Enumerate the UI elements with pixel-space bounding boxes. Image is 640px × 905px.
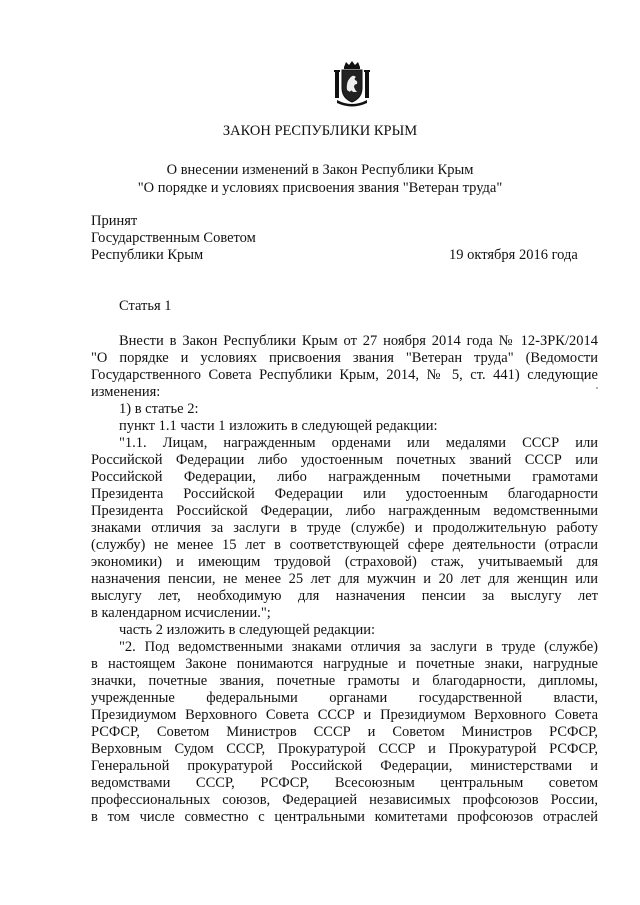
article-line-2: "О порядке и условиях присвоения звания "Ветеран труда" (Ведомости: [91, 350, 598, 366]
article-heading: Статья 1: [119, 298, 172, 314]
adoption-date: 19 октября 2016 года: [449, 247, 578, 263]
article-line-13: (службу) не менее 15 лет в соответствующей сфере деятельности (отрасли: [91, 537, 598, 553]
crimea-coat-of-arms-icon: [331, 60, 373, 108]
article-line-29: в том числе совместно с центральными комитетами профсоюзов отраслей: [91, 809, 598, 825]
article-line-15: назначения пенсии, не менее 25 лет для мужчин и 20 лет для женщин или: [91, 571, 598, 587]
law-title: ЗАКОН РЕСПУБЛИКИ КРЫМ: [222, 123, 418, 139]
article-line-14: экономики) и имеющим трудовой (страховой) стаж, учитываемый для: [91, 554, 598, 570]
article-line-6: пункт 1.1 части 1 изложить в следующей редакции:: [119, 418, 438, 434]
article-line-8: Российской Федерации либо удостоенным почетных званий СССР или: [91, 452, 598, 468]
article-line-1: Внести в Закон Республики Крым от 27 ноября 2014 года № 12-ЗРК/2014: [119, 333, 598, 349]
article-line-9: Российской Федерации, либо награжденным почетными грамотами: [91, 469, 598, 485]
law-subtitle-line-2: "О порядке и условиях присвоения звания "Ветеран труда": [137, 180, 503, 196]
article-line-26: Генеральной прокуратурой Российской Федерации, министерствами и: [91, 758, 598, 774]
article-line-18: часть 2 изложить в следующей редакции:: [119, 622, 376, 638]
article-line-24: РСФСР, Советом Министров СССР и Советом Министров РСФСР,: [91, 724, 598, 740]
article-line-27: ведомствами СССР, РСФСР, Всесоюзным центральным советом: [91, 775, 598, 791]
article-line-23: Президиумом Верховного Совета СССР и Президиумом Верховного Совета: [91, 707, 598, 723]
article-line-10: Президента Российской Федерации или удостоенным благодарности: [91, 486, 598, 502]
adoption-line-3: Республики Крым: [91, 247, 204, 263]
article-line-5: 1) в статье 2:: [119, 401, 199, 417]
article-line-28: профессиональных союзов, Федерацией независимых профсоюзов России,: [91, 792, 598, 808]
article-line-4: изменения:: [91, 384, 161, 400]
article-line-21: значки, почетные звания, почетные грамоты и благодарности, дипломы,: [91, 673, 598, 689]
article-line-16: выслугу лет, необходимую для назначения пенсии за выслугу лет: [91, 588, 598, 604]
article-line-25: Верховным Судом СССР, Прокуратурой СССР и Прокуратурой РСФСР,: [91, 741, 598, 757]
article-line-22: учрежденные федеральными органами государственной власти,: [91, 690, 598, 706]
article-line-20: в настоящем Законе понимаются нагрудные и почетные знаки, нагрудные: [91, 656, 598, 672]
article-line-12: знаками отличия за заслуги в труде (службе) и продолжительную работу: [91, 520, 598, 536]
article-line-17: в календарном исчислении.";: [91, 605, 271, 621]
law-subtitle-line-1: О внесении изменений в Закон Республики Крым: [166, 162, 474, 178]
adoption-line-1: Принят: [91, 213, 138, 229]
article-line-3: Государственного Совета Республики Крым, 2014, № 5, ст. 441) следующие: [91, 367, 598, 383]
article-line-11: Президента Российской Федерации, либо награжденным ведомственными: [91, 503, 598, 519]
adoption-line-2: Государственным Советом: [91, 230, 256, 246]
scan-speck: [596, 387, 598, 389]
article-line-19: "2. Под ведомственными знаками отличия за заслуги в труде (службе): [119, 639, 598, 655]
article-line-7: "1.1. Лицам, награжденным орденами или медалями СССР или: [119, 435, 598, 451]
